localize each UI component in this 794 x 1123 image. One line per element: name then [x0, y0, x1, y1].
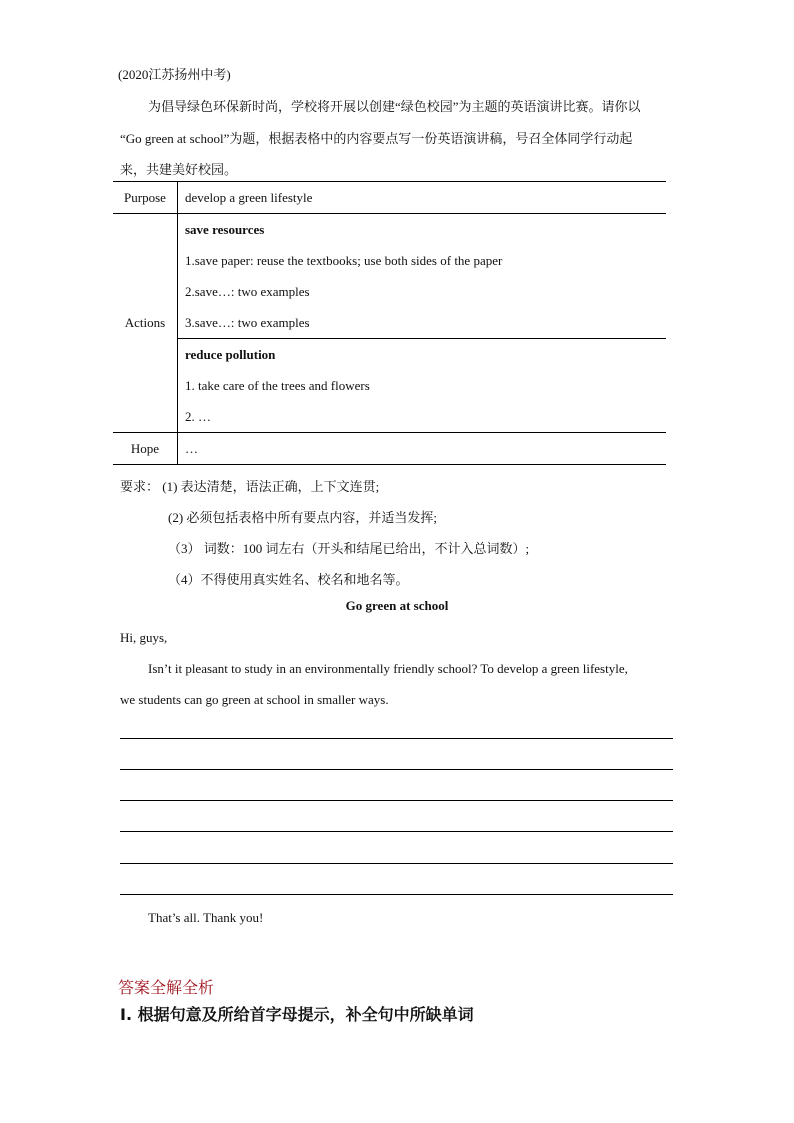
purpose-content: develop a green lifestyle — [178, 182, 667, 214]
requirement-1: 要求： (1) 表达清楚，语法正确，上下文连贯; — [120, 479, 380, 494]
section-heading: Ⅰ. 根据句意及所给首字母提示，补全句中所缺单词 — [120, 1005, 474, 1024]
reduce-pollution-cell — [178, 339, 667, 433]
save-item: 1.save paper: reuse the textbooks; use both sides of the paper — [185, 253, 503, 268]
answer-heading: 答案全解全析 — [118, 978, 215, 997]
writing-line[interactable] — [120, 863, 673, 864]
prompt-line-3: 来，共建美好校园。 — [120, 162, 238, 177]
essay-opening-line-1: Isn’t it pleasant to study in an environmentally friendly school? To develop a green lifestyle, — [148, 661, 628, 676]
writing-line[interactable] — [120, 800, 673, 801]
hope-label: Hope — [113, 433, 178, 465]
essay-greeting: Hi, guys, — [120, 630, 168, 645]
table-row-actions-save — [113, 214, 666, 339]
writing-line[interactable] — [120, 738, 673, 739]
essay-opening-line-2: we students can go green at school in smaller ways. — [120, 692, 389, 707]
table-row-actions-reduce — [113, 339, 666, 433]
essay-title: Go green at school — [345, 598, 449, 613]
writing-line[interactable] — [120, 831, 673, 832]
table-row-hope — [113, 433, 666, 465]
save-resources-cell — [178, 214, 667, 339]
hope-content: … — [178, 433, 667, 465]
purpose-label: Purpose — [113, 182, 178, 214]
exam-source: (2020江苏扬州中考) — [118, 67, 231, 82]
prompt-line-1: 为倡导绿色环保新时尚，学校将开展以创建“绿色校园”为主题的英语演讲比赛。请你以 — [148, 99, 641, 114]
requirement-4: （4）不得使用真实姓名、校名和地名等。 — [168, 572, 409, 587]
actions-label: Actions — [113, 214, 178, 433]
essay-closing: That’s all. Thank you! — [148, 910, 264, 925]
save-item: 3.save…: two examples — [185, 315, 310, 330]
requirement-2: (2) 必须包括表格中所有要点内容，并适当发挥; — [168, 510, 438, 525]
writing-line[interactable] — [120, 894, 673, 895]
table-row-purpose — [113, 182, 666, 214]
writing-line[interactable] — [120, 769, 673, 770]
reduce-item: 1. take care of the trees and flowers — [185, 378, 370, 393]
prompt-line-2: “Go green at school”为题，根据表格中的内容要点写一份英语演讲稿，号召全体同学行动起 — [120, 131, 633, 146]
reduce-item: 2. … — [185, 409, 211, 424]
requirement-3: （3） 词数：100 词左右（开头和结尾已给出，不计入总词数）; — [168, 541, 530, 556]
task-table — [113, 181, 666, 465]
save-item: 2.save…: two examples — [185, 284, 310, 299]
save-resources-heading: save resources — [185, 222, 265, 237]
reduce-pollution-heading: reduce pollution — [185, 347, 276, 362]
